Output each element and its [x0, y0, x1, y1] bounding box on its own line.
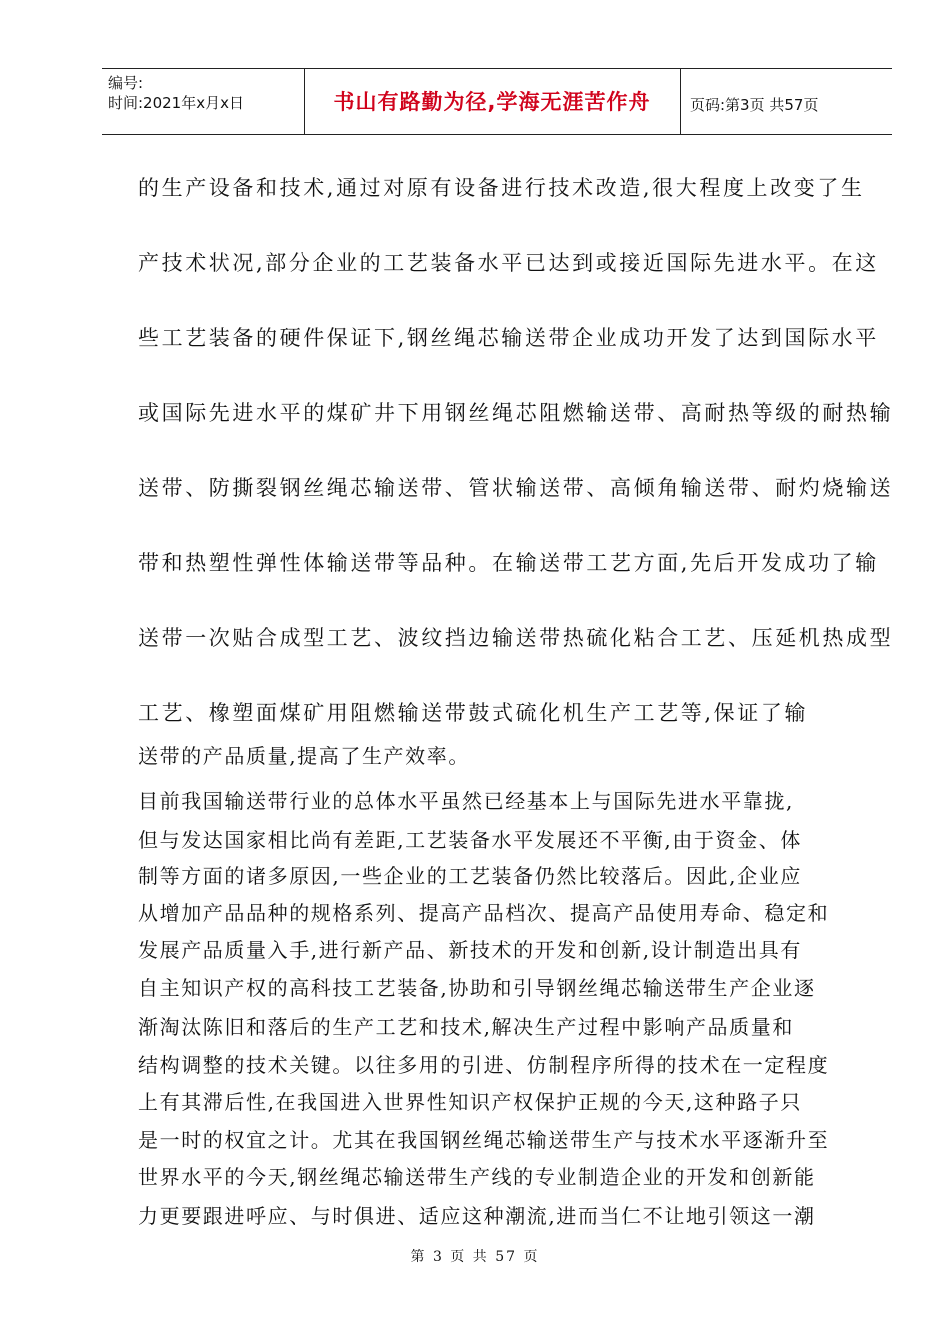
body-line: 是一时的权宜之计。尤其在我国钢丝绳芯输送带生产与技术水平逐渐升至 [138, 1128, 830, 1152]
header-page-label: 页码:第3页 共57页 [690, 96, 819, 114]
body-line: 目前我国输送带行业的总体水平虽然已经基本上与国际先进水平靠拢, [138, 789, 794, 813]
body-line: 自主知识产权的高科技工艺装备,协助和引导钢丝绳芯输送带生产企业逐 [138, 976, 816, 1000]
body-line: 带和热塑性弹性体输送带等品种。在输送带工艺方面,先后开发成功了输 [138, 551, 879, 575]
document-header [102, 66, 892, 136]
body-line: 结构调整的技术关键。以往多用的引进、仿制程序所得的技术在一定程度 [138, 1053, 830, 1077]
header-motto: 书山有路勤为径,学海无涯苦作舟 [333, 90, 651, 114]
page-footer: 第 3 页 共 57 页 [410, 1249, 540, 1265]
body-line: 产技术状况,部分企业的工艺装备水平已达到或接近国际先进水平。在这 [138, 251, 879, 275]
body-line: 或国际先进水平的煤矿井下用钢丝绳芯阻燃输送带、高耐热等级的耐热输 [138, 401, 894, 425]
body-line: 发展产品质量入手,进行新产品、新技术的开发和创新,设计制造出具有 [138, 938, 802, 962]
header-time-label: 时间:2021年x月x日 [108, 94, 244, 112]
body-line: 从增加产品品种的规格系列、提高产品档次、提高产品使用寿命、稳定和 [138, 901, 830, 925]
header-divider-left [304, 68, 305, 134]
body-line: 工艺、橡塑面煤矿用阻燃输送带鼓式硫化机生产工艺等,保证了输 [138, 701, 809, 725]
body-line: 世界水平的今天,钢丝绳芯输送带生产线的专业制造企业的开发和创新能 [138, 1165, 816, 1189]
body-line: 制等方面的诸多原因,一些企业的工艺装备仍然比较落后。因此,企业应 [138, 864, 802, 888]
body-line: 些工艺装备的硬件保证下,钢丝绳芯输送带企业成功开发了达到国际水平 [138, 326, 879, 350]
header-number-label: 编号: [108, 74, 144, 92]
header-divider-right [680, 68, 681, 134]
body-line: 但与发达国家相比尚有差距,工艺装备水平发展还不平衡,由于资金、体 [138, 828, 802, 852]
body-line: 力更要跟进呼应、与时俱进、适应这种潮流,进而当仁不让地引领这一潮 [138, 1204, 816, 1228]
body-line: 送带、防撕裂钢丝绳芯输送带、管状输送带、高倾角输送带、耐灼烧输送 [138, 476, 894, 500]
body-line: 送带的产品质量,提高了生产效率。 [138, 744, 470, 768]
body-line: 送带一次贴合成型工艺、波纹挡边输送带热硫化粘合工艺、压延机热成型 [138, 626, 894, 650]
header-bottom-rule [102, 134, 892, 135]
body-line: 的生产设备和技术,通过对原有设备进行技术改造,很大程度上改变了生 [138, 176, 865, 200]
body-line: 上有其滞后性,在我国进入世界性知识产权保护正规的今天,这种路子只 [138, 1090, 802, 1114]
body-line: 渐淘汰陈旧和落后的生产工艺和技术,解决生产过程中影响产品质量和 [138, 1015, 794, 1039]
header-top-rule [102, 68, 892, 69]
